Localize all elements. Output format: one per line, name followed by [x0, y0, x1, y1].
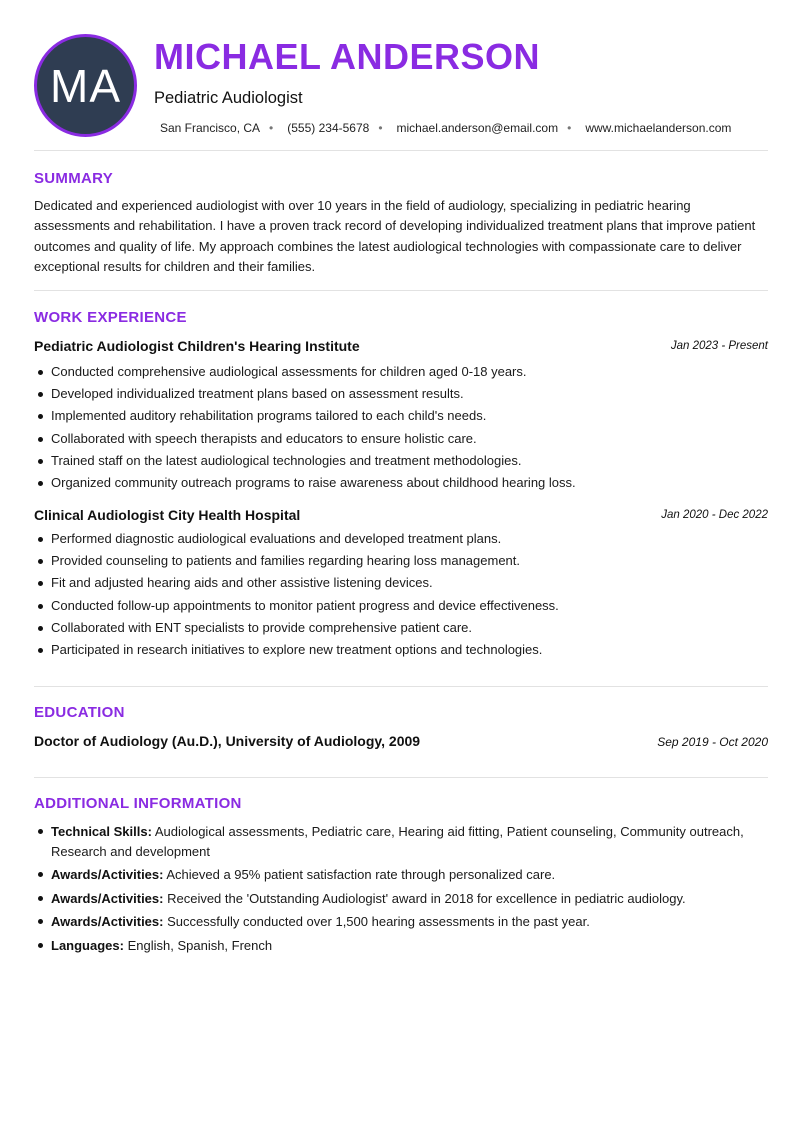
info-text: Received the 'Outstanding Audiologist' award in 2018 for excellence in pediatric audiology.	[167, 890, 686, 906]
list-item: Implemented auditory rehabilitation programs tailored to each child's needs.	[34, 405, 768, 427]
list-item: Performed diagnostic audiological evaluations and developed treatment plans.	[34, 528, 768, 550]
list-item	[34, 865, 768, 885]
list-item: Developed individualized treatment plans based on assessment results.	[34, 383, 768, 405]
divider	[34, 686, 768, 687]
summary-text: Dedicated and experienced audiologist with over 10 years in the field of audiology, specializing in pediatric hearing assessments and rehabilitation. I have a proven track record of developing individualized treatment plans that improve patient outcomes and quality of life. My approach combines the latest audiological technologies with compassionate care to deliver exceptional results for children and their families.	[34, 198, 756, 274]
additional-info-list	[34, 822, 768, 959]
contact-phone[interactable]: (555) 234-5678	[287, 121, 370, 135]
contact-bar	[160, 121, 731, 135]
list-item: Conducted comprehensive audiological assessments for children aged 0-18 years.	[34, 361, 768, 383]
work-experience-heading: WORK EXPERIENCE	[34, 309, 187, 326]
job-title: Pediatric Audiologist Children's Hearing Institute	[34, 338, 360, 354]
list-item: Conducted follow-up appointments to monitor patient progress and device effectiveness.	[34, 595, 768, 617]
info-text: Achieved a 95% patient satisfaction rate through personalized care.	[166, 867, 556, 882]
info-label: Awards/Activities:	[51, 867, 164, 882]
separator-dot: •	[567, 121, 572, 135]
additional-info-heading: ADDITIONAL INFORMATION	[34, 795, 242, 812]
info-text: Successfully conducted over 1,500 hearing assessments in the past year.	[167, 914, 590, 929]
candidate-role: Pediatric Audiologist	[154, 89, 303, 107]
job-bullet-list	[34, 528, 768, 661]
candidate-name: MICHAEL ANDERSON	[154, 36, 541, 77]
info-text: Audiological assessments, Pediatric care, Hearing aid fitting, Patient counseling, Community outreach, Research and development	[51, 824, 744, 859]
info-label: Languages:	[51, 937, 124, 953]
separator-dot: •	[378, 121, 383, 135]
education-degree: Doctor of Audiology (Au.D.), University of Audiology, 2009	[34, 733, 421, 749]
list-item	[34, 889, 768, 909]
list-item: Organized community outreach programs to raise awareness about childhood hearing loss.	[34, 472, 768, 494]
divider	[34, 290, 768, 291]
education-dates: Sep 2019 - Oct 2020	[657, 735, 768, 749]
summary-heading: SUMMARY	[34, 170, 114, 187]
list-item: Collaborated with speech therapists and educators to ensure holistic care.	[34, 428, 768, 450]
job-dates: Jan 2023 - Present	[670, 340, 768, 352]
contact-location: San Francisco, CA	[160, 121, 261, 135]
job-header	[34, 507, 768, 525]
list-item: Collaborated with ENT specialists to provide comprehensive patient care.	[34, 617, 768, 639]
education-entry	[34, 733, 768, 753]
list-item	[34, 912, 768, 932]
resume-header	[34, 34, 768, 138]
job-bullet-list	[34, 361, 768, 494]
info-label: Awards/Activities:	[51, 890, 164, 906]
job-title: Clinical Audiologist City Health Hospital	[34, 507, 301, 523]
info-text: English, Spanish, French	[127, 937, 273, 953]
divider	[34, 777, 768, 778]
list-item: Provided counseling to patients and families regarding hearing loss management.	[34, 550, 768, 572]
info-label: Awards/Activities:	[51, 914, 164, 929]
list-item: Trained staff on the latest audiological technologies and treatment methodologies.	[34, 450, 768, 472]
job-dates: Jan 2020 - Dec 2022	[661, 509, 768, 521]
info-label: Technical Skills:	[51, 824, 152, 839]
avatar-initials: MA	[50, 59, 121, 112]
separator-dot: •	[269, 121, 274, 135]
list-item: Participated in research initiatives to explore new treatment options and technologies.	[34, 639, 768, 661]
list-item	[34, 822, 768, 861]
list-item: Fit and adjusted hearing aids and other assistive listening devices.	[34, 572, 768, 594]
list-item	[34, 936, 768, 956]
avatar	[34, 34, 137, 137]
divider	[34, 150, 768, 151]
education-heading: EDUCATION	[34, 704, 125, 721]
job-header	[34, 338, 768, 356]
contact-website[interactable]: www.michaelanderson.com	[585, 121, 732, 135]
contact-email[interactable]: michael.anderson@email.com	[396, 121, 559, 135]
